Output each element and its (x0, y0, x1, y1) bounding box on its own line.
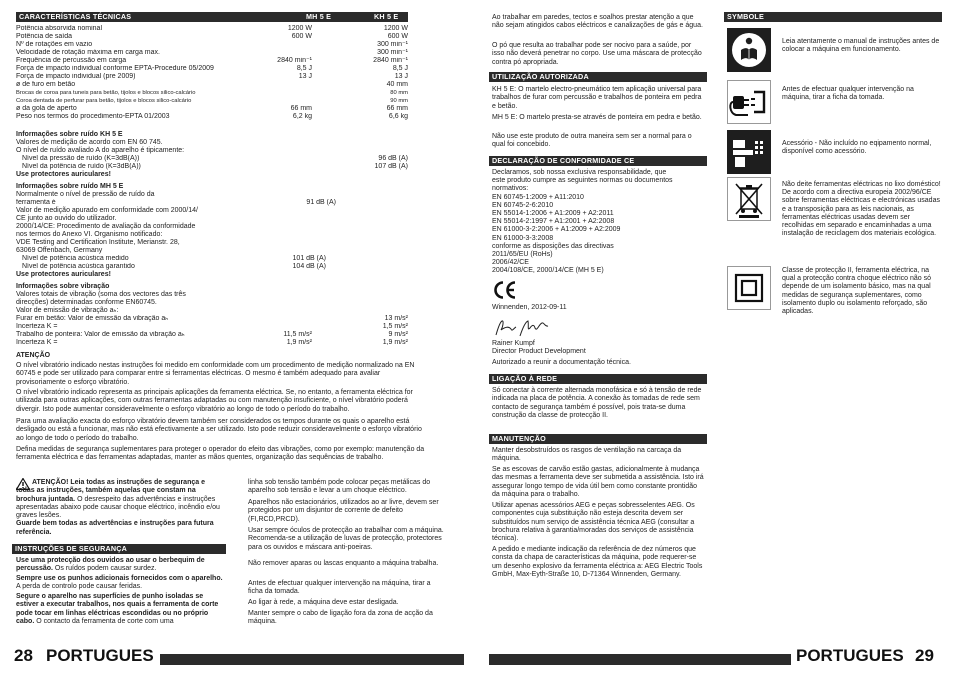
noise-row: Nível de potência acústica garantido 104 dB (A) (22, 263, 326, 270)
safety-paragraph: Antes de efectuar qualquer intervenção na máquina, tirar a ficha da tomada. (248, 580, 431, 596)
ear-protection-note: Use protectores auriculares! (16, 271, 111, 278)
maintenance-header: MANUTENÇÃO (489, 434, 707, 444)
safety-item: Use uma protecção dos ouvidos ao usar o berbequim de percussão. Os ruídos podem causar surdez. (16, 557, 205, 573)
spec-row (16, 73, 408, 81)
vibration-label: Trabalho de ponteira: Valor de emissão da vibração aₕ (16, 331, 185, 338)
spec-row (16, 57, 408, 65)
safety-paragraph: Aparelhos não estacionários, utilizados ao ar livre, devem ser protegidos por um disjuntor de corrente de defeito (FI,RCD,PRCD). (248, 499, 439, 523)
warning-text: ATENÇÃO! Leia todas as instruções de segurança e todas as instruções, também aquelas que constam na brochura juntada. O desrespeito das advertências e instruções apresentadas abaixo pode causar choque eléctrico, incêndio e/ou graves lesões. Guarde bem todas as advertências e instruções para futura referência. (16, 479, 220, 536)
spec-label: Força de impacto individual conforme EPTA-Procedure 05/2009 (16, 65, 214, 72)
ce-line: EN 55014-2:1997 + A1:2001 + A2:2008 (492, 218, 615, 226)
noise-kh-line: O nível de ruído avaliado A do aparelho é tipicamente: (16, 147, 185, 154)
signer-title: Director Product Development (492, 348, 586, 355)
safety-paragraph: Ao ligar à rede, a máquina deve estar desligada. (248, 599, 399, 606)
spec-value-kh: 13 J (394, 73, 408, 80)
noise-mh-line: 2000/14/CE: Procedimento de avaliação da conformidade (16, 223, 196, 230)
vibration-line: Valor de emissão de vibração aₕ: (16, 307, 119, 314)
maintenance-paragraph: A pedido e mediante indicação da referência de dez números que consta da chapa de características da máquina, pode requerer-se um desenho explosivo da ferramenta eléctrica a: AEG Electric Tools GmbH, Max-Eyth-Straße 10, D-71364 Winnenden, Germany. (492, 546, 703, 578)
spec-value-kh: 66 mm (386, 105, 408, 112)
use-paragraph: KH 5 E: O martelo electro-pneumático tem aplicação universal para trabalhos de furar com percussão e trabalhos de ponteira em pedra e betão. (492, 86, 702, 110)
safety-header: INSTRUÇÕES DE SEGURANÇA (12, 544, 226, 554)
ce-line: EN 60745-2-6:2010 (492, 201, 554, 209)
ce-line: 2004/108/CE, 2000/14/CE (MH 5 E) (492, 267, 604, 275)
spec-header: CARACTERÍSTICAS TÉCNICAS MH 5 E KH 5 E (16, 12, 408, 22)
signature-image (494, 318, 550, 338)
noise-mh-line: 63069 Offenbach, Germany (16, 247, 103, 254)
ear-protection-note: Use protectores auriculares! (16, 171, 111, 178)
page-number: 28 (14, 646, 33, 665)
spec-label: Brocas de coroa para tuneis para betão, tijolos e blocos silico-calcário (16, 90, 196, 96)
vibration-value: 13 m/s² (384, 315, 408, 322)
use-header: UTILIZAÇÃO AUTORIZADA (489, 72, 707, 82)
noise-mh-line: VDE Testing and Certification Institute, Merianstr. 28, (16, 239, 180, 246)
noise-row: Nível da potência de ruído (K=3dB(A)) 107 dB (A) (22, 163, 408, 170)
vibration-label: Furar em betão: Valor de emissão da vibração aₕ (16, 315, 169, 322)
spec-value-kh: 90 mm (390, 98, 408, 104)
vibration-line: Valores totais de vibração (soma dos vectores das três (16, 291, 186, 298)
noise-row: ferramenta é 91 dB (A) (16, 199, 336, 206)
footer-bar (160, 654, 464, 665)
noise-mh-title: Informações sobre ruído MH 5 E (16, 183, 124, 190)
noise-row: Nível da pressão de ruído (K=3dB(A)) 96 dB (A) (22, 155, 408, 162)
vibration-value: 1,9 m/s² (286, 339, 312, 346)
atencao-title: ATENÇÃO (16, 352, 51, 359)
symbol-description: Acessório - Não incluído no eqipamento normal, disponível como acessório. (782, 140, 932, 156)
intro-paragraph: O pó que resulta ao trabalhar pode ser nocivo para a saúde, por isso não deverá penetrar no corpo. Use uma máscara de protecção contra pó apropriada. (492, 42, 702, 66)
spec-value-mh: 13 J (298, 73, 312, 80)
symbol-description: Antes de efectuar qualquer intervenção na máquina, tirar a ficha da tomada. (782, 86, 914, 102)
ce-line: este produto cumpre as seguintes normas ou documentos (492, 177, 673, 185)
vibration-label: Incerteza K = (16, 323, 58, 330)
use-paragraph: Não use este produto de outra maneira sem ser a normal para o qual foi concebido. (492, 133, 692, 149)
spec-value-mh: 8,5 J (296, 65, 312, 72)
noise-row: Nível de potência acústica medido 101 dB (A) (22, 255, 326, 262)
place-date: Winnenden, 2012-09-11 (492, 304, 567, 311)
spec-value-mh: 1200 W (287, 25, 312, 32)
read-manual-icon (727, 28, 771, 72)
spec-label: Frequência de percussão em carga (16, 57, 127, 64)
ce-line: EN 60745-1:2009 + A11:2010 (492, 193, 584, 201)
vibration-label: Incerteza K = (16, 339, 58, 346)
vibration-row (16, 339, 408, 347)
ce-header: DECLARAÇÃO DE CONFORMIDADE CE (489, 156, 707, 166)
spec-row (16, 105, 408, 113)
intro-paragraph: Ao trabalhar em paredes, tectos e soalhos prestar atenção a que não sejam atingidos cabos eléctricos e canalizações de gás e água. (492, 14, 703, 30)
spec-label: Força de impacto individual (pre 2009) (16, 73, 136, 80)
spec-col2-label: KH 5 E (374, 12, 399, 21)
safety-item: Sempre use os punhos adicionais fornecidos com o aparelho. A perda de controlo pode causar feridas. (16, 575, 223, 591)
use-paragraph: MH 5 E: O martelo presta-se através de ponteira em pedra e betão. (492, 114, 702, 121)
spec-label: Velocidade de rotação máxima em carga max. (16, 49, 160, 56)
spec-row (16, 41, 408, 49)
safety-paragraph: Usar sempre óculos de protecção ao trabalhar com a máquina. Recomenda-se a utilização de luvas de protecção, protectores para os ouvidos e máscara anti-poeiras. (248, 527, 444, 551)
spec-value-kh: 2840 min⁻¹ (373, 57, 408, 64)
noise-kh-line: Valores de medição de acordo com EN 60 745. (16, 139, 163, 146)
spec-row (16, 49, 408, 57)
vibration-value: 1,9 m/s² (382, 339, 408, 346)
vibration-title: Informações sobre vibração (16, 283, 110, 290)
spec-label: Potência absorvida nominal (16, 25, 102, 32)
ce-line: EN 55014-1:2006 + A1:2009 + A2:2011 (492, 210, 614, 217)
ce-line: normativos: (492, 185, 529, 193)
footer-language: PORTUGUES (796, 646, 904, 665)
spec-row (16, 25, 408, 33)
spec-row (16, 89, 408, 97)
ce-line: EN 61000-3-2:2006 + A1:2009 + A2:2009 (492, 226, 621, 234)
symbol-description: Leia atentamente o manual de instruções antes de colocar a máquina em funcionamento. (782, 38, 940, 54)
noise-mh-line: CE junto ao ouvido do utilizador. (16, 215, 117, 222)
vibration-line: direcções) determinadas conforme EN60745. (16, 299, 157, 306)
noise-mh-line: nos termos do Anexo VI. Organismo notificado: (16, 231, 163, 238)
footer-language: PORTUGUES (46, 646, 154, 665)
spec-value-kh: 300 min⁻¹ (377, 41, 408, 48)
vibration-row (16, 331, 408, 339)
class-ii-icon (727, 266, 771, 310)
footer-bar (489, 654, 791, 665)
ce-mark (492, 280, 518, 300)
spec-label: Nº de rotações em vazio (16, 41, 93, 48)
mains-paragraph: Só conectar à corrente alternada monofásica e só à tensão de rede indicada na placa de potência. A conexão às tomadas de rede sem contacto de segurança também é possível, pois trata-se duma construção da classe de protecção II. (492, 387, 702, 419)
maintenance-paragraph: Utilizar apenas acessórios AEG e peças sobresselentes AEG. Os componentes cuja substituição não esteja descrita devem ser substituídos num serviço de assistência técnica AEG (consultar a brochura relativa à garantia/moradas dos serviços de assistência técnica). (492, 502, 695, 543)
spec-label: Potência de saída (16, 33, 73, 40)
spec-value-mh: 6,2 kg (292, 113, 312, 120)
noise-mh-line: Valor de medição apurado em conformidade com 2000/14/ (16, 207, 198, 214)
ce-line: Declaramos, sob nossa exclusiva responsabilidade, que (492, 169, 667, 176)
spec-label: ø da gola de aperto (16, 105, 77, 112)
vibration-value: 9 m/s² (388, 331, 408, 338)
spec-value-kh: 80 mm (390, 90, 408, 96)
spec-value-kh: 6,6 kg (388, 113, 408, 120)
spec-row (16, 81, 408, 89)
noise-mh-line: Normalmente o nível de pressão de ruído da (16, 191, 155, 198)
mains-header: LIGAÇÃO À REDE (489, 374, 707, 384)
safety-item: Segure o aparelho nas superfícies de punho isoladas se estiver a executar trabalhos, nos quais a ferramenta de corte pode tocar em linhas eléctricas escondidas ou no próprio cabo. O contacto da ferramenta de corte com uma (16, 593, 219, 625)
spec-row (16, 113, 408, 121)
atencao-paragraph: O nível vibratório indicado representa as principais aplicações da ferramenta eléctrica. Se, no entanto, a ferramenta eléctrica for utilizada para outras aplicações, com outras ferramentas adaptadas ou com manutenção insuficiente, o nível vibratório poderá divergir. Isto pode aumentar consideravelmente o esforço vibratório ao longo de todo o período do trabalho. (16, 389, 413, 413)
ce-line: 2011/65/EU (RoHs) (492, 251, 553, 258)
symbols-header: SYMBOLE (724, 12, 942, 22)
spec-value-kh: 300 min⁻¹ (377, 49, 408, 56)
vibration-value: 11,5 m/s² (283, 331, 312, 338)
spec-label: ø de furo em betão (16, 81, 76, 88)
authorized-text: Autorizado a reunir a documentação técnica. (492, 359, 631, 366)
spec-row (16, 97, 408, 105)
ce-line: conforme as disposições das directivas (492, 242, 614, 250)
spec-value-mh: 2840 min⁻¹ (277, 57, 312, 64)
noise-kh-title: Informações sobre ruído KH 5 E (16, 131, 123, 138)
safety-paragraph: linha sob tensão também pode colocar peças metálicas do aparelho sob tensão e levar a um choque eléctrico. (248, 479, 431, 495)
ce-line: 2006/42/CE (492, 259, 529, 267)
symbol-description: Classe de protecção II, ferramenta eléctrica, na qual a protecção contra choque eléctrico não só depende de um isolamento básico, mas na qual medidas de segurança suplementares, como isolamento duplo ou isolamento reforçado, são aplicadas. (782, 267, 932, 316)
safety-paragraph: Manter sempre o cabo de ligação fora da zona de acção da máquina. (248, 610, 433, 626)
spec-label: Coroa dentada de perfurar para betão, tijolos e blocos silico-calcário (16, 98, 192, 104)
spec-value-kh: 600 W (387, 33, 408, 40)
atencao-paragraph: Defina medidas de segurança suplementares para proteger o operador do efeito das vibrações, como por exemplo: manutenção da ferramenta eléctrica e das ferramentas adaptadas, manter as mãos quentes, organização das sequências de trabalho. (16, 446, 425, 462)
spec-value-kh: 40 mm (386, 81, 408, 88)
signer-name: Rainer Kumpf (492, 340, 535, 347)
vibration-row (16, 323, 408, 331)
ce-line: EN 61000-3-3:2008 (492, 234, 554, 242)
page-number: 29 (915, 646, 934, 665)
maintenance-paragraph: Manter desobstruídos os rasgos de ventilação na carcaça da máquina. (492, 447, 682, 463)
spec-value-mh: 600 W (291, 33, 312, 40)
atencao-paragraph: Para uma avaliação exacta do esforço vibratório devem também ser considerados os tempos durante os quais o aparelho está desligado ou está a funcionar, mas não está efectivamente a ser utilizado. Isto pode reduzir consideravelmente o esforço vibratório ao longo de todo o período do trabalho. (16, 418, 422, 442)
spec-value-mh: 66 mm (290, 105, 312, 112)
spec-row (16, 33, 408, 41)
spec-value-kh: 8,5 J (392, 65, 408, 72)
weee-bin-icon (727, 177, 771, 221)
spec-value-kh: 1200 W (383, 25, 408, 32)
atencao-paragraph: O nível vibratório indicado nestas instruções foi medido em conformidade com um procedimento de medição normalizado na EN 60745 e pode ser utilizado para comparar entre si ferramentas eléctricas. O mesmo é também adequado para avaliar provisoriamente o esforço vibratório. (16, 362, 415, 386)
symbol-description: Não deite ferramentas eléctricas no lixo doméstico! De acordo com a directiva europeia 2002/96/CE sobre ferramentas eléctricas e electrónicas usadas e a transposição para as leis nacionais, as ferramentas eléctricas usadas devem ser recolhidas em separado e encaminhadas a uma instalação de reciclagem dos materiais ecológica. (782, 181, 941, 238)
vibration-value: 1,5 m/s² (382, 323, 408, 330)
unplug-icon (727, 80, 771, 124)
accessory-icon (727, 130, 771, 174)
maintenance-paragraph: Se as escovas de carvão estão gastas, adicionalmente à mudança das mesmas a ferramenta deve ser submetida a assistência. Isto irá assegurar longo tempo de vida útil bem como constante prontidão da máquina para o trabalho. (492, 466, 704, 498)
spec-row (16, 65, 408, 73)
spec-label: Peso nos termos do procedimento-EPTA 01/2003 (16, 113, 170, 120)
vibration-row (16, 315, 408, 323)
spec-col1-label: MH 5 E (306, 12, 332, 21)
safety-paragraph: Não remover aparas ou lascas enquanto a máquina trabalha. (248, 560, 439, 567)
